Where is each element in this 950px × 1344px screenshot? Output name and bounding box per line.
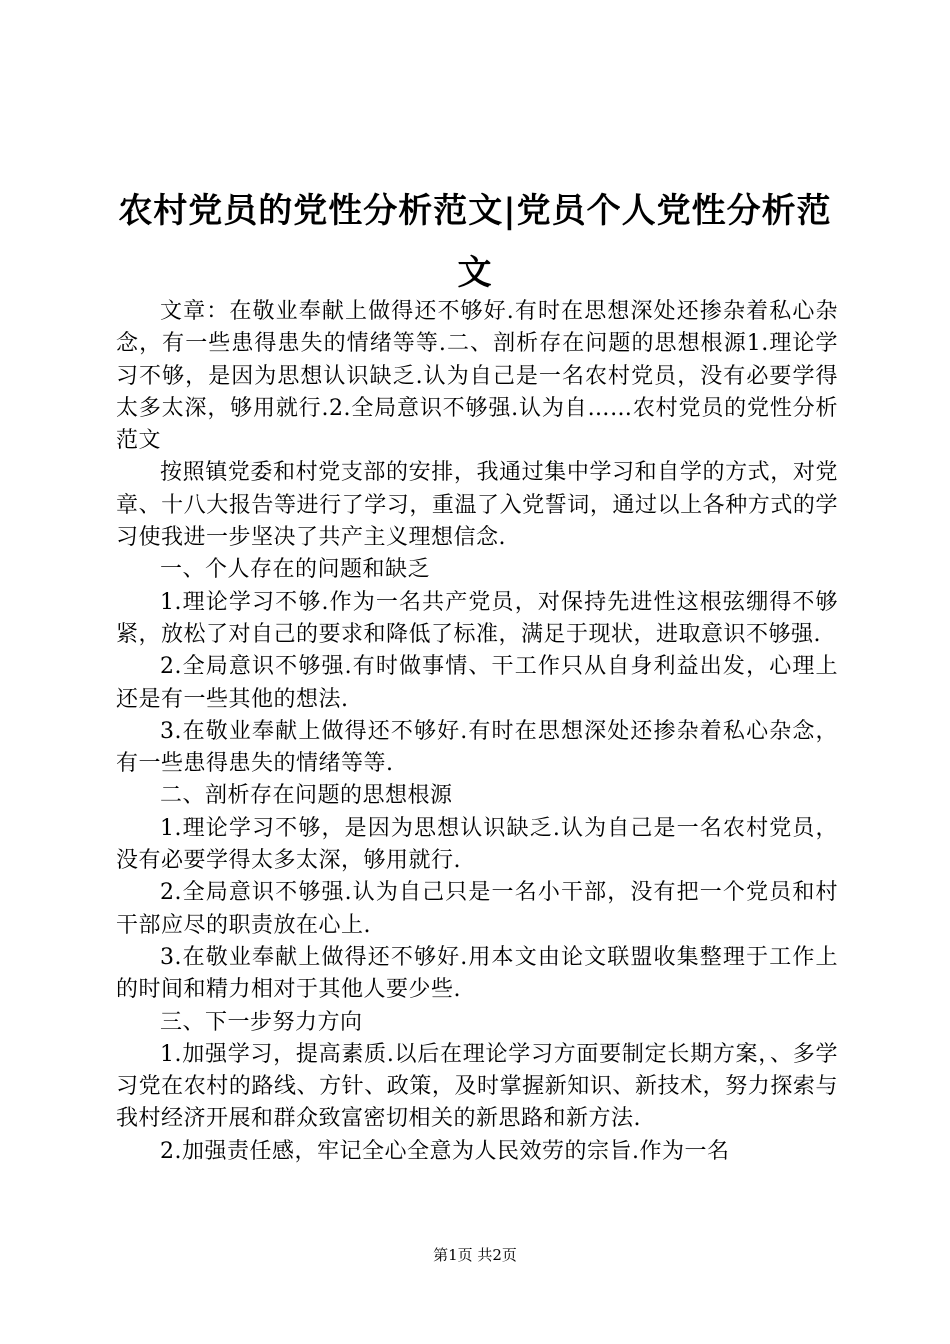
document-title: 农村党员的党性分析范文|党员个人党性分析范文 bbox=[118, 191, 832, 293]
document-body bbox=[116, 296, 838, 1168]
paragraph-item: 2.全局意识不够强.有时做事情、干工作只从自身利益出发，心理上还是有一些其他的想法. bbox=[116, 654, 838, 712]
paragraph-item: 1.理论学习不够.作为一名共产党员，对保持先进性这根弦绷得不够紧，放松了对自己的要求和降低了标准，满足于现状，进取意识不够强. bbox=[116, 589, 838, 647]
paragraph-item: 3.在敬业奉献上做得还不够好.有时在思想深处还掺杂着私心杂念，有一些患得患失的情绪等等. bbox=[116, 718, 838, 777]
section-heading-2: 二、剖析存在问题的思想根源 bbox=[160, 783, 453, 809]
paragraph-item: 3.在敬业奉献上做得还不够好.用本文由论文联盟收集整理于工作上的时间和精力相对于其他人要少些. bbox=[116, 944, 838, 1003]
section-heading-3: 三、下一步努力方向 bbox=[160, 1009, 363, 1035]
paragraph-item: 2.全局意识不够强.认为自己只是一名小干部，没有把一个党员和村干部应尽的职责放在心上. bbox=[116, 880, 838, 938]
page-number-footer: 第1页 共2页 bbox=[433, 1246, 517, 1264]
paragraph-background: 按照镇党委和村党支部的安排，我通过集中学习和自学的方式，对党章、十八大报告等进行了学习，重温了入党誓词，通过以上各种方式的学习使我进一步坚决了共产主义理想信念. bbox=[116, 460, 838, 551]
paragraph-item: 1.加强学习，提高素质.以后在理论学习方面要制定长期方案，、多学习党在农村的路线、方针、政策，及时掌握新知识、新技术，努力探索与我村经济开展和群众致富密切相关的新思路和新方法. bbox=[116, 1041, 838, 1132]
paragraph-item: 2.加强责任感，牢记全心全意为人民效劳的宗旨.作为一名 bbox=[160, 1138, 730, 1164]
section-heading-1: 一、个人存在的问题和缺乏 bbox=[160, 557, 431, 583]
paragraph-item: 1.理论学习不够，是因为思想认识缺乏.认为自己是一名农村党员，没有必要学得太多太深，够用就行. bbox=[116, 815, 838, 874]
paragraph-intro: 文章：在敬业奉献上做得还不够好.有时在思想深处还掺杂着私心杂念，有一些患得患失的情绪等等.二、剖析存在问题的思想根源1.理论学习不够，是因为思想认识缺乏.认为自己是一名农村党员，没有必要学得太多太深，够用就行.2.全局意识不够强.认为自……农村党员的党性分析范文 bbox=[116, 299, 838, 454]
